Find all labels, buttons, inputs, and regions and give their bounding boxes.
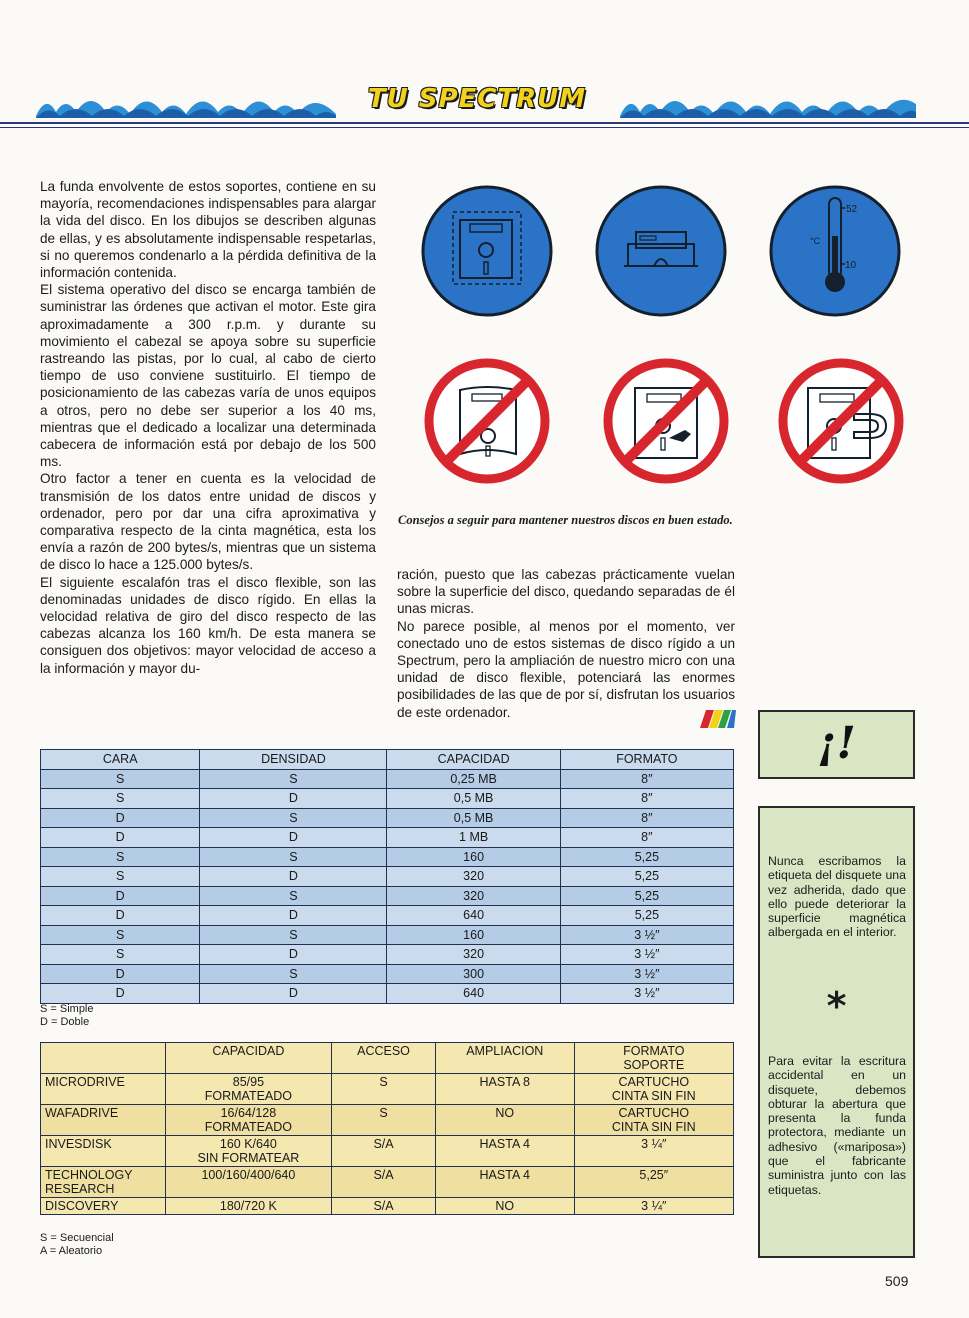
- table-cell: S: [41, 945, 200, 965]
- no-touching-icon: [599, 354, 733, 488]
- table-cell: 8″: [560, 789, 733, 809]
- table-cell: 640: [387, 906, 560, 926]
- thermometer-icon: [768, 184, 902, 318]
- tip-text: Para evitar la escritura accidental en un disquete, debemos obturar la abertura que presenta la funda protectora, mediante un adhesivo («mariposa») que el fabricante suministra junto con las etiquetas.: [768, 1054, 906, 1197]
- table-cell: 0,5 MB: [387, 789, 560, 809]
- paragraph: Otro factor a tener en cuenta es la velocidad de transmisión de los datos entre unidad de discos y ordenador, pero por dar una cifra aproximativa y comparativa respecto de la cinta magnética, esta los envía a razón de 200 bytes/s, mientras que un sistema de disco lo hace a 125.000 bytes/s.: [40, 471, 376, 573]
- table-row: [41, 906, 734, 926]
- table-cell: 5,25: [560, 847, 733, 867]
- table-cell: D: [41, 984, 200, 1004]
- table-cell: D: [41, 906, 200, 926]
- header-rule-thin: [0, 127, 969, 128]
- table-cell: D: [200, 984, 387, 1004]
- table-cell: 5,25: [560, 886, 733, 906]
- storage-systems-table: [40, 1042, 734, 1215]
- table-cell: 3 ½″: [560, 984, 733, 1004]
- table-row: [41, 1167, 734, 1198]
- page-number: 509: [885, 1273, 909, 1289]
- system-name-cell: DISCOVERY: [41, 1198, 166, 1215]
- table-row: [41, 1198, 734, 1215]
- left-column-text: [40, 178, 376, 677]
- table-row: [41, 1105, 734, 1136]
- table-row: [41, 984, 734, 1004]
- table-cell: 3 ½″: [560, 925, 733, 945]
- table-cell: D: [41, 828, 200, 848]
- spectrum-stripes-icon: [700, 710, 736, 728]
- thermometer-unit-label: °C: [810, 236, 821, 246]
- table-row: [41, 1136, 734, 1167]
- table-cell: D: [200, 867, 387, 887]
- table-row: [41, 769, 734, 789]
- column-header: CAPACIDAD: [165, 1043, 331, 1074]
- table-cell: D: [41, 808, 200, 828]
- column-header: FORMATO: [560, 750, 733, 770]
- table-cell: S: [332, 1105, 436, 1136]
- table-cell: S: [200, 847, 387, 867]
- table-cell: CARTUCHO CINTA SIN FIN: [574, 1105, 733, 1136]
- table-cell: HASTA 4: [435, 1167, 574, 1198]
- table-cell: S: [41, 867, 200, 887]
- legend-item: S = Simple: [40, 1003, 94, 1015]
- table-cell: NO: [435, 1198, 574, 1215]
- table-cell: D: [200, 906, 387, 926]
- table-cell: S: [41, 847, 200, 867]
- system-name-cell: TECHNOLOGY RESEARCH: [41, 1167, 166, 1198]
- table-row: [41, 1074, 734, 1105]
- table-cell: HASTA 4: [435, 1136, 574, 1167]
- table-row: [41, 847, 734, 867]
- table-cell: 16/64/128 FORMATEADO: [165, 1105, 331, 1136]
- figure-caption: Consejos a seguir para mantener nuestros discos en buen estado.: [398, 513, 733, 527]
- table-cell: S: [200, 925, 387, 945]
- table-row: [41, 789, 734, 809]
- table-row: [41, 886, 734, 906]
- table-row: [41, 867, 734, 887]
- wave-decoration-left: [36, 90, 336, 118]
- table-cell: D: [41, 964, 200, 984]
- table-cell: S/A: [332, 1136, 436, 1167]
- column-header: [41, 1043, 166, 1074]
- paragraph: El sistema operativo del disco se encarga también de suministrar las órdenes que activan el motor. Este gira aproximadamente a 300 r.p.m. y durante su movimiento el cabezal se apoya sobre su superficie rastreando las pistas, por lo cual, al cabo de cierto tiempo de uso conviene sustituirlo. El tiempo de posicionamiento de las cabezas varía de unos equipos a otros, pero no debe ser superior a los 40 ms, mientras que el dedicado a localizar una determinada cabecera de información está por debajo de los 500 ms.: [40, 282, 376, 470]
- table-row: [41, 828, 734, 848]
- page-header: [0, 70, 969, 140]
- header-title: TU SPECTRUM: [367, 84, 587, 114]
- table-cell: 1 MB: [387, 828, 560, 848]
- table-cell: 5,25: [560, 906, 733, 926]
- mid-column-text: [397, 566, 735, 721]
- table-row: [41, 964, 734, 984]
- paragraph: ración, puesto que las cabezas prácticamente vuelan sobre la superficie del disco, quedando separadas de él unas micras.: [397, 567, 735, 617]
- table-cell: S: [41, 769, 200, 789]
- table-cell: S: [200, 808, 387, 828]
- system-name-cell: MICRODRIVE: [41, 1074, 166, 1105]
- table-cell: NO: [435, 1105, 574, 1136]
- thermometer-bottom-label: 10: [845, 260, 857, 271]
- table-cell: S: [41, 925, 200, 945]
- table-cell: S: [200, 769, 387, 789]
- table-cell: 640: [387, 984, 560, 1004]
- table-cell: 3 ½″: [560, 945, 733, 965]
- table-cell: 160 K/640 SIN FORMATEAR: [165, 1136, 331, 1167]
- table-cell: D: [200, 945, 387, 965]
- wave-decoration-right: [620, 90, 916, 118]
- table-row: [41, 808, 734, 828]
- table-cell: D: [41, 886, 200, 906]
- table-cell: CARTUCHO CINTA SIN FIN: [574, 1074, 733, 1105]
- table-row: [41, 945, 734, 965]
- exclamation-box: [758, 710, 915, 779]
- table-cell: 320: [387, 886, 560, 906]
- table-cell: S: [200, 886, 387, 906]
- table-cell: 320: [387, 867, 560, 887]
- table-cell: 5,25: [560, 867, 733, 887]
- paragraph: La funda envolvente de estos soportes, contiene en su mayoría, recomendaciones indispensables para alargar la vida del disco. En los dibujos se describen algunas de ellas, y es absolutamente indispensable respetarlas, si no queremos condenarlo a la pérdida definitiva de la información contenida.: [40, 179, 376, 281]
- asterisk-separator: *: [826, 984, 847, 1028]
- table-cell: 8″: [560, 769, 733, 789]
- legend-item: D = Doble: [40, 1015, 90, 1028]
- table-cell: 160: [387, 925, 560, 945]
- no-magnet-icon: [774, 354, 908, 488]
- header-rule: [0, 122, 969, 124]
- table-cell: D: [200, 789, 387, 809]
- column-header: AMPLIACION: [435, 1043, 574, 1074]
- disk-formats-table: [40, 749, 734, 1004]
- table-cell: HASTA 8: [435, 1074, 574, 1105]
- table-cell: S/A: [332, 1167, 436, 1198]
- table-cell: S: [41, 789, 200, 809]
- tips-sidebar: [758, 806, 915, 1258]
- table-cell: 0,25 MB: [387, 769, 560, 789]
- table-cell: S/A: [332, 1198, 436, 1215]
- table-cell: 300: [387, 964, 560, 984]
- column-header: CARA: [41, 750, 200, 770]
- table-cell: S: [200, 964, 387, 984]
- table2-legend: [40, 1232, 114, 1257]
- table-cell: 180/720 K: [165, 1198, 331, 1215]
- thermometer-top-label: 52: [846, 204, 858, 215]
- no-bending-icon: [420, 354, 554, 488]
- column-header: ACCESO: [332, 1043, 436, 1074]
- table-cell: 8″: [560, 828, 733, 848]
- tip-text: Nunca escribamos la etiqueta del disquete una vez adherida, dado que ello puede deteriorar la superficie magnética albergada en el interior.: [768, 854, 906, 940]
- system-name-cell: WAFADRIVE: [41, 1105, 166, 1136]
- table-cell: 85/95 FORMATEADO: [165, 1074, 331, 1105]
- disk-drive-icon: [594, 184, 728, 318]
- column-header: FORMATO SOPORTE: [574, 1043, 733, 1074]
- table-cell: 160: [387, 847, 560, 867]
- column-header: CAPACIDAD: [387, 750, 560, 770]
- table1-legend: [40, 1003, 94, 1028]
- system-name-cell: INVESDISK: [41, 1136, 166, 1167]
- table-cell: 3 ¼″: [574, 1136, 733, 1167]
- table-cell: 320: [387, 945, 560, 965]
- table-cell: 5,25″: [574, 1167, 733, 1198]
- table-cell: 100/160/400/640: [165, 1167, 331, 1198]
- paragraph: No parece posible, al menos por el momento, ver conectado uno de estos sistemas de disco rígido a un Spectrum, pero la ampliación de nuestro micro con una unidad de disco flexible, potenciará las enormes posibilidades de las que de por sí, disfrutan los usuarios de este ordenador.: [397, 618, 735, 720]
- legend-item: A = Aleatorio: [40, 1244, 103, 1257]
- exclamation-mark: ¡!: [817, 718, 856, 769]
- table-cell: 0,5 MB: [387, 808, 560, 828]
- floppy-sleeve-icon: [420, 184, 554, 318]
- column-header: DENSIDAD: [200, 750, 387, 770]
- table-cell: S: [332, 1074, 436, 1105]
- table-row: [41, 925, 734, 945]
- table-cell: 8″: [560, 808, 733, 828]
- legend-item: S = Secuencial: [40, 1232, 114, 1244]
- table-cell: 3 ½″: [560, 964, 733, 984]
- paragraph: El siguiente escalafón tras el disco flexible, son las denominadas unidades de disco rígido. En ellas la velocidad relativa de giro del disco respecto de las cabezas alcanza los 160 km/h. De esta manera se consiguen dos objetivos: mayor velocidad de acceso a la información y mayor du-: [40, 574, 376, 676]
- table-cell: 3 ¼″: [574, 1198, 733, 1215]
- table-cell: D: [200, 828, 387, 848]
